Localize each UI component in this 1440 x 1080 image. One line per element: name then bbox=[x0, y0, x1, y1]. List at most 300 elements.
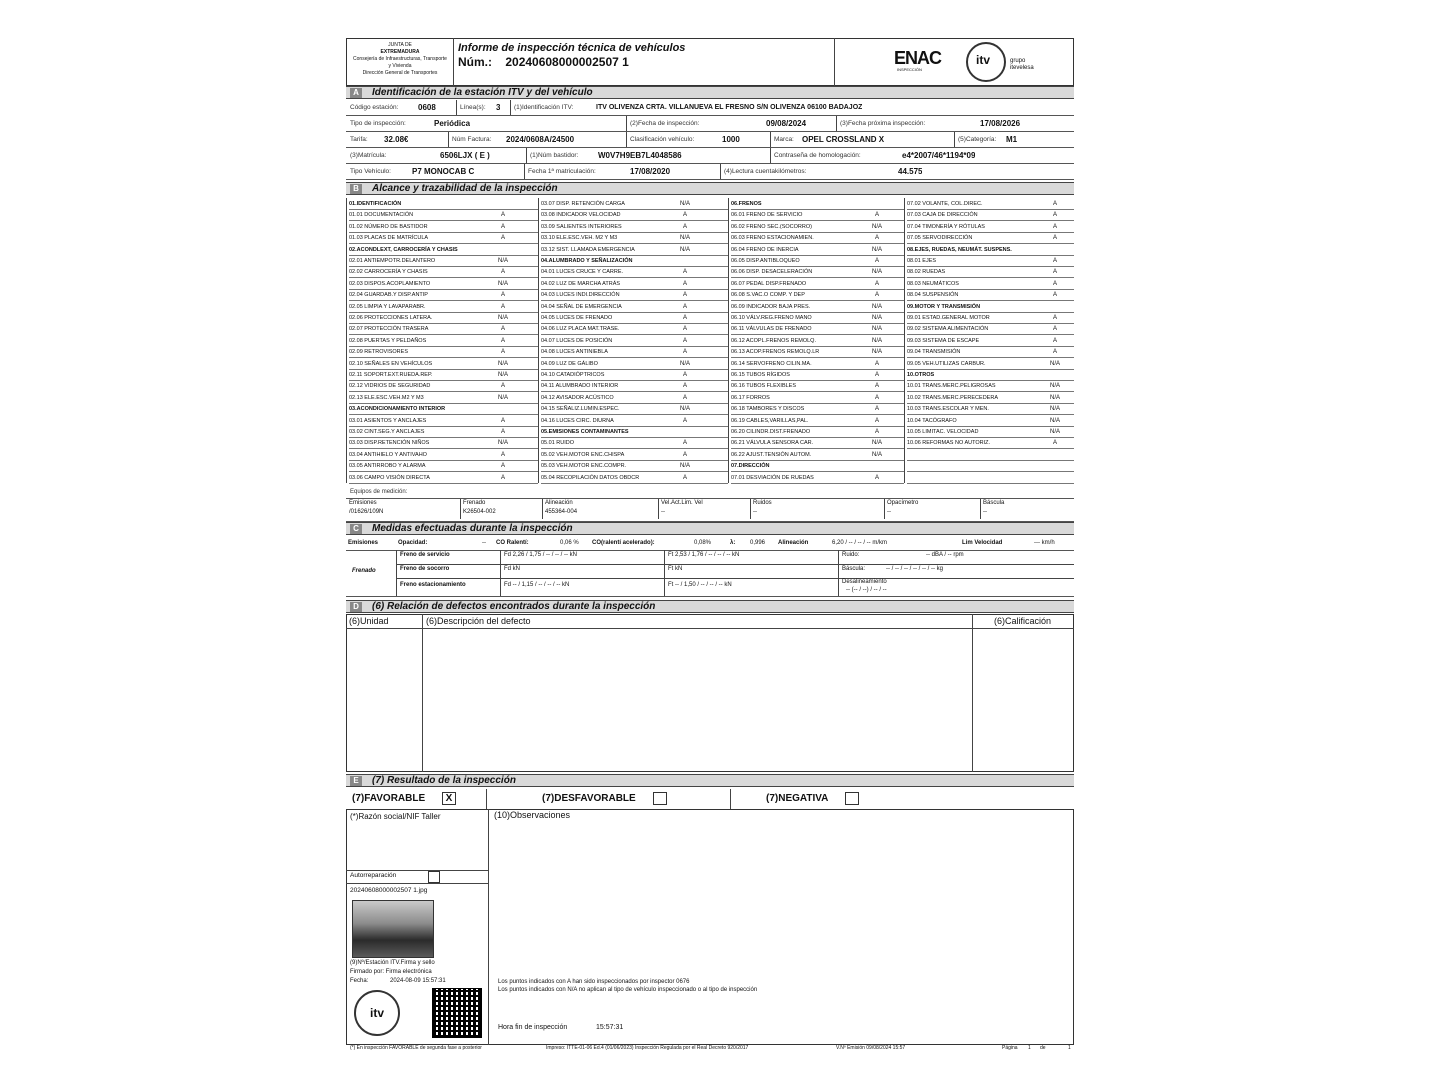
page-of: de bbox=[1040, 1045, 1046, 1051]
favorable-label: (7)FAVORABLE bbox=[352, 793, 426, 805]
scope-item-result: A bbox=[1052, 258, 1057, 264]
firma-line-1: (9)Nº/Estación ITV.Firma y sello bbox=[350, 960, 435, 966]
scope-item: 04.16 LUCES CIRC. DIURNA bbox=[541, 415, 728, 427]
equip-label: Frenado bbox=[463, 500, 486, 506]
equip-value: -- bbox=[661, 509, 665, 515]
scope-item-result: N/A bbox=[679, 201, 690, 207]
scope-item: 02.04 GUARDAB.Y DISP.ANTIP bbox=[349, 289, 538, 301]
scope-item: 06.10 VÁLV.REG.FRENO MANO bbox=[731, 312, 904, 324]
scope-item-result: N/A bbox=[871, 337, 882, 344]
equip-value: /01626/109N bbox=[349, 509, 384, 515]
report-title: Informe de inspección técnica de vehículos bbox=[458, 42, 686, 54]
grid-divider bbox=[728, 198, 729, 483]
scope-item: 02.07 PROTECCIÓN TRASERA bbox=[349, 323, 538, 335]
org-line: Consejería de Infraestructuras, Transporte bbox=[353, 56, 447, 62]
scope-item: 02.ACONDLEXT, CARROCERÍA Y CHASIS bbox=[349, 244, 538, 256]
scope-item-result: A bbox=[682, 349, 687, 356]
equip-divider bbox=[460, 499, 461, 519]
page-number: 1 bbox=[1028, 1045, 1031, 1051]
scope-item-result: A bbox=[500, 235, 505, 242]
emissions-row bbox=[346, 537, 1074, 551]
scope-item: 02.06 PROTECCIONES LATERA. bbox=[349, 312, 538, 324]
scope-item: 06.12 ACOPL.FRENOS REMOLQ. bbox=[731, 335, 904, 347]
scope-item-result: A bbox=[874, 212, 879, 219]
scope-item-result: A bbox=[874, 383, 879, 390]
scope-item: 01.02 NÚMERO DE BASTIDOR bbox=[349, 221, 538, 233]
scope-item-result: N/A bbox=[871, 349, 882, 356]
section-title: Identificación de la estación ITV y del vehículo bbox=[372, 87, 593, 98]
scope-item: 04.04 SEÑAL DE EMERGENCIA bbox=[541, 301, 728, 313]
scope-item-result bbox=[674, 255, 696, 267]
tarifa-value: 32.08€ bbox=[384, 135, 409, 144]
cuentakm-value: 44.575 bbox=[898, 167, 923, 176]
lambda-label: λ: bbox=[730, 540, 736, 546]
scope-item: 04.11 ALUMBRADO INTERIOR bbox=[541, 380, 728, 392]
scope-item-result: A bbox=[500, 326, 505, 333]
scope-item: 05.02 VEH.MOTOR ENC.CHISPA bbox=[541, 449, 728, 461]
favorable-checkbox[interactable]: X bbox=[442, 792, 456, 805]
equip-divider bbox=[980, 499, 981, 519]
scope-item-result: A bbox=[874, 280, 879, 287]
section-e-header bbox=[346, 774, 1074, 787]
scope-item: 10.02 TRANS.MERC.PERECEDERA bbox=[907, 392, 1074, 404]
scope-item-result: A bbox=[1052, 201, 1057, 207]
fecha-value: 2024-08-09 15:57:31 bbox=[390, 978, 446, 984]
station-row bbox=[346, 100, 1074, 116]
scope-item-result: A bbox=[682, 303, 687, 310]
scope-item-result bbox=[866, 198, 888, 210]
scope-item-result: N/A bbox=[497, 394, 508, 401]
scope-item: 02.12 VIDRIOS DE SEGURIDAD bbox=[349, 380, 538, 392]
matricula-value: 6506LJX ( E ) bbox=[440, 151, 490, 160]
scope-item: 06.07 PEDAL DISP.FRENADO bbox=[731, 278, 904, 290]
bastidor-label: (1)Núm bastidor: bbox=[530, 152, 579, 159]
scope-item: 03.03 DISP.RETENCIÓN NIÑOS bbox=[349, 437, 538, 449]
scope-item: 06.04 FRENO DE INERCIA bbox=[731, 244, 904, 256]
scope-item-result: N/A bbox=[497, 372, 508, 378]
freno-soc-t: Ft kN bbox=[668, 566, 683, 572]
categoria-label: (5)Categoría: bbox=[958, 136, 997, 143]
equip-label: Opacímetro bbox=[887, 500, 919, 506]
equip-divider bbox=[884, 499, 885, 519]
equip-divider bbox=[542, 499, 543, 519]
itv-group bbox=[1010, 58, 1034, 72]
scope-item-result: A bbox=[500, 417, 505, 424]
scope-item: 10.01 TRANS.MERC.PELIGROSAS bbox=[907, 380, 1074, 392]
alineacion-label: Alineación bbox=[778, 540, 809, 546]
equip-value: -- bbox=[887, 509, 891, 515]
scope-item: 09.03 SISTEMA DE ESCAPE bbox=[907, 335, 1074, 347]
scope-item: 08.EJES, RUEDAS, NEUMÁT. SUSPENS. bbox=[907, 244, 1074, 256]
scope-item: 06.11 VÁLVULAS DE FRENADO bbox=[731, 323, 904, 335]
scope-item-result: A bbox=[874, 406, 879, 413]
section-a-header bbox=[346, 86, 1074, 99]
scope-item: 04.01 LUCES CRUCE Y CARRE. bbox=[541, 266, 728, 278]
grid-divider bbox=[346, 198, 347, 483]
scope-item-result: A bbox=[1052, 269, 1057, 276]
lim-vel-label: Lim Velocidad bbox=[962, 540, 1003, 546]
favorable-option[interactable] bbox=[352, 792, 456, 805]
scope-item: 04.06 LUZ PLACA MAT.TRASE. bbox=[541, 323, 728, 335]
section-c-header bbox=[346, 522, 1074, 535]
scope-item: 09.04 TRANSMISIÓN bbox=[907, 346, 1074, 358]
scope-item: 10.06 REFORMAS NO AUTORIZ. bbox=[907, 437, 1074, 449]
scope-item-result: A bbox=[500, 383, 505, 390]
section-letter: D bbox=[350, 602, 362, 612]
defects-table bbox=[346, 614, 1074, 772]
scope-item: 01.IDENTIFICACIÓN bbox=[349, 198, 538, 210]
equip-value: -- bbox=[753, 509, 757, 515]
negativa-option[interactable] bbox=[766, 792, 859, 805]
scope-item: 05.EMISIONES CONTAMINANTES bbox=[541, 426, 728, 438]
desfavorable-label: (7)DESFAVORABLE bbox=[542, 793, 636, 805]
scope-item-result: A bbox=[500, 349, 505, 356]
scope-item-result: A bbox=[1052, 337, 1057, 344]
scope-item: 02.08 PUERTAS Y PELDAÑOS bbox=[349, 335, 538, 347]
lambda-value: 0,996 bbox=[750, 540, 766, 546]
bascula-label: Báscula: bbox=[842, 566, 866, 572]
scope-item: 06.FRENOS bbox=[731, 198, 904, 210]
inspection-row bbox=[346, 116, 1074, 132]
opacidad-value: -- bbox=[482, 540, 486, 546]
scope-item: 09.02 SISTEMA ALIMENTACIÓN bbox=[907, 323, 1074, 335]
scope-item-result bbox=[492, 244, 514, 256]
opacidad-label: Opacidad: bbox=[398, 540, 428, 546]
scope-item-result: A bbox=[874, 292, 879, 299]
scope-item-result: A bbox=[682, 474, 687, 481]
report-header bbox=[346, 38, 1074, 86]
scope-item-result: A bbox=[874, 372, 879, 378]
scope-item-result: A bbox=[1052, 292, 1057, 299]
co-acel-value: 0,08% bbox=[694, 540, 712, 546]
homolog-value: e4*2007/46*1194*09 bbox=[902, 151, 976, 160]
scope-item: 08.01 EJES bbox=[907, 255, 1074, 267]
linea-value: 3 bbox=[496, 103, 501, 112]
scope-item: 10.03 TRANS.ESCOLAR Y MEN. bbox=[907, 403, 1074, 415]
scope-item-result: N/A bbox=[1049, 429, 1060, 435]
scope-item-result: A bbox=[500, 292, 505, 299]
org-block bbox=[350, 42, 450, 77]
scope-item: 04.12 AVISADOR ACÚSTICO bbox=[541, 392, 728, 404]
scope-item-result: N/A bbox=[1049, 383, 1060, 390]
lim-vel-value: --- km/h bbox=[1034, 540, 1055, 546]
scope-item-result: N/A bbox=[1049, 406, 1060, 413]
brakes-block bbox=[346, 550, 1074, 597]
enac-subtitle: INSPECCIÓN bbox=[897, 67, 922, 72]
scope-item: 03.09 SALIENTES INTERIORES bbox=[541, 221, 728, 233]
clasif-label: Clasificación vehículo: bbox=[630, 136, 695, 143]
scope-item-result: N/A bbox=[1049, 360, 1060, 367]
scope-item-result bbox=[492, 403, 514, 415]
fecha-label: Fecha: bbox=[350, 978, 369, 984]
scope-item: 07.02 VOLANTE, COL.DIREC. bbox=[907, 198, 1074, 210]
scope-item-result: A bbox=[1052, 315, 1057, 321]
scope-item-result: N/A bbox=[871, 269, 882, 276]
scope-item: 06.02 FRENO SEC.(SOCORRO) bbox=[731, 221, 904, 233]
scope-item: 06.08 S.VAC.O COMP. Y DEP bbox=[731, 289, 904, 301]
section-title: (6) Relación de defectos encontrados durante la inspección bbox=[372, 601, 656, 612]
itv-logo-text: itv bbox=[976, 53, 991, 67]
descripcion-header: (6)Descripción del defecto bbox=[426, 616, 531, 626]
scope-item-result: A bbox=[682, 394, 687, 401]
scope-item-result: N/A bbox=[871, 326, 882, 333]
scope-item: 10.05 LIMITAC. VELOCIDAD bbox=[907, 426, 1074, 438]
scope-item: 06.06 DISP. DESACELERACIÓN bbox=[731, 266, 904, 278]
freno-soc-label: Freno de socorro bbox=[400, 566, 450, 572]
freno-est-label: Freno estacionamiento bbox=[400, 582, 466, 588]
org-line: JUNTA DE bbox=[388, 42, 412, 48]
scope-item-result: A bbox=[874, 360, 879, 367]
scope-item: 06.14 SERVOFRENO CILIN.MA. bbox=[731, 358, 904, 370]
scope-item-result: A bbox=[682, 292, 687, 299]
scope-item-result: N/A bbox=[497, 440, 508, 447]
scope-item: 06.03 FRENO ESTACIONAMIEN. bbox=[731, 232, 904, 244]
scope-item-result: A bbox=[682, 417, 687, 424]
scope-item: 07.01 DESVIACIÓN DE RUEDAS bbox=[731, 472, 904, 484]
scope-item-result: A bbox=[1052, 280, 1057, 287]
itv-stamp-text: itv bbox=[369, 1006, 384, 1020]
freno-soc-d: Fd kN bbox=[504, 566, 521, 572]
page-label: Página bbox=[1002, 1045, 1018, 1051]
freno-serv-label: Freno de servicio bbox=[400, 552, 450, 558]
razon-social-label: (*)Razón social/NIF Taller bbox=[350, 812, 441, 821]
co-ralenti-value: 0,06 % bbox=[560, 540, 579, 546]
scope-item: 04.03 LUCES INDI.DIRECCIÓN bbox=[541, 289, 728, 301]
page-total: 1 bbox=[1068, 1045, 1071, 1051]
factura-value: 2024/0608A/24500 bbox=[506, 135, 575, 144]
scope-item: 04.08 LUCES ANTINIEBLA bbox=[541, 346, 728, 358]
section-letter: B bbox=[350, 184, 362, 194]
inspection-report bbox=[346, 38, 1074, 1060]
scope-item: 03.06 CAMPO VISIÓN DIRECTA bbox=[349, 472, 538, 484]
scope-item-result: N/A bbox=[871, 223, 882, 230]
clasif-value: 1000 bbox=[722, 135, 740, 144]
scope-item: 08.02 RUEDAS bbox=[907, 266, 1074, 278]
scope-item: 05.04 RECOPILACIÓN DATOS OBDCR bbox=[541, 472, 728, 484]
qr-code bbox=[432, 988, 482, 1038]
scope-item: 06.18 TAMBORES Y DISCOS bbox=[731, 403, 904, 415]
scope-item-result: N/A bbox=[871, 440, 882, 447]
scope-item-result: A bbox=[682, 269, 687, 276]
autorreparacion-checkbox[interactable] bbox=[428, 871, 440, 883]
scope-item-result: N/A bbox=[497, 258, 508, 264]
scope-item-result bbox=[1044, 369, 1066, 381]
unidad-header: (6)Unidad bbox=[349, 616, 389, 626]
scope-item-result: N/A bbox=[679, 360, 690, 367]
scope-item-result: A bbox=[874, 429, 879, 435]
fecha-prox-value: 17/08/2026 bbox=[980, 119, 1021, 128]
scope-item-result: A bbox=[500, 429, 505, 435]
scope-item-result: N/A bbox=[497, 280, 508, 287]
scope-item-result bbox=[1044, 244, 1066, 256]
desfavorable-checkbox[interactable] bbox=[653, 792, 667, 805]
scope-item: 09.MOTOR Y TRANSMISIÓN bbox=[907, 301, 1074, 313]
scope-item-result: N/A bbox=[497, 360, 508, 367]
scope-item: 07.DIRECCIÓN bbox=[731, 460, 904, 472]
alineacion-value: 6,20 / -- / -- / -- m/km bbox=[832, 540, 887, 546]
scope-item-result: N/A bbox=[1049, 394, 1060, 401]
scope-item-result: A bbox=[682, 337, 687, 344]
scope-item: 03.01 ASIENTOS Y ANCLAJES bbox=[349, 415, 538, 427]
scope-item: 02.11 SOPORT.EXT.RUEDA.REP. bbox=[349, 369, 538, 381]
org-line: Dirección General de Transportes bbox=[362, 70, 438, 76]
codigo-value: 0608 bbox=[418, 103, 436, 112]
ruido-value: -- dBA / -- rpm bbox=[926, 552, 964, 558]
scope-item: 04.05 LUCES DE FRENADO bbox=[541, 312, 728, 324]
scope-item: 06.05 DISP.ANTIBLOQUEO bbox=[731, 255, 904, 267]
report-number bbox=[458, 56, 629, 70]
scope-item-result bbox=[1044, 472, 1066, 484]
equip-label: Alineación bbox=[545, 500, 573, 506]
cuentakm-label: (4)Lectura cuentakilómetros: bbox=[724, 168, 807, 175]
scope-item: 10.04 TACÓGRAFO bbox=[907, 415, 1074, 427]
scope-item-result: A bbox=[682, 372, 687, 378]
section-title: Medidas efectuadas durante la inspección bbox=[372, 523, 573, 534]
scope-item-result: A bbox=[1052, 212, 1057, 219]
scope-item-result: A bbox=[682, 440, 687, 447]
scope-item: 06.09 INDICADOR BAJA PRES. bbox=[731, 301, 904, 313]
freno-est-d: Fd -- / 1,15 / -- / -- / -- kN bbox=[504, 582, 570, 588]
marca-value: OPEL CROSSLAND X bbox=[802, 135, 885, 144]
scope-item: 08.04 SUSPENSIÓN bbox=[907, 289, 1074, 301]
scope-item-result: A bbox=[500, 337, 505, 344]
matric-fecha-label: Fecha 1ª matriculación: bbox=[528, 168, 596, 175]
scope-item-result: A bbox=[874, 474, 879, 481]
scope-item: 06.19 CABLES,VARILLAS,PAL. bbox=[731, 415, 904, 427]
frenado-label: Frenado bbox=[352, 568, 376, 574]
scope-item-result: A bbox=[682, 326, 687, 333]
scope-item: 04.07 LUCES DE POSICIÓN bbox=[541, 335, 728, 347]
matricula-label: (3)Matrícula: bbox=[350, 152, 387, 159]
scope-item-result: N/A bbox=[1049, 417, 1060, 424]
scope-item: 04.15 SEÑALIZ.LUMIN.ESPEC. bbox=[541, 403, 728, 415]
scope-item-result: A bbox=[500, 463, 505, 470]
emisiones-label: Emisiones bbox=[348, 540, 379, 546]
fecha-insp-label: (2)Fecha de inspección: bbox=[630, 120, 700, 127]
opacimetro-value: -- (-- / --) / -- / -- bbox=[846, 587, 887, 593]
scope-item-result: N/A bbox=[871, 315, 882, 321]
footer-mid: Impreso: ITTE-01-06 Ed.4 (01/06/2023) Inspección Regulada por el Real Decreto 920/2017 bbox=[546, 1045, 749, 1051]
scope-item-result: N/A bbox=[679, 246, 690, 253]
ident-value: ITV OLIVENZA CRTA. VILLANUEVA EL FRESNO S/N OLIVENZA 06100 BADAJOZ bbox=[596, 104, 863, 111]
scope-item: 03.02 CINT.SEG.Y ANCLAJES bbox=[349, 426, 538, 438]
scope-item-result: A bbox=[1052, 326, 1057, 333]
fecha-prox-label: (3)Fecha próxima inspección: bbox=[840, 120, 926, 127]
scope-item-result bbox=[1044, 460, 1066, 472]
scope-item: 03.12 SIST. LLAMADA EMERGENCIA bbox=[541, 244, 728, 256]
scope-item-result: A bbox=[1052, 349, 1057, 356]
linea-label: Línea(s): bbox=[460, 104, 486, 111]
enac-logo: ENAC bbox=[894, 48, 942, 68]
footer-left: (*) En inspección FAVORABLE de segunda fase a posterior bbox=[350, 1045, 482, 1051]
matric-fecha-value: 17/08/2020 bbox=[630, 167, 671, 176]
categoria-value: M1 bbox=[1006, 135, 1018, 144]
negativa-checkbox[interactable] bbox=[845, 792, 859, 805]
negativa-label: (7)NEGATIVA bbox=[766, 793, 829, 805]
scope-item-result: N/A bbox=[497, 315, 508, 321]
scope-item: 10.OTROS bbox=[907, 369, 1074, 381]
scope-item: 09.05 VEH.UTILIZAS CARBUR. bbox=[907, 358, 1074, 370]
scope-item-result: N/A bbox=[871, 303, 882, 310]
equipment-row bbox=[346, 498, 1074, 522]
hora-label: Hora fin de inspección bbox=[498, 1024, 568, 1031]
org-line: y Vivienda bbox=[388, 63, 412, 69]
equip-divider bbox=[658, 499, 659, 519]
scope-item-result: A bbox=[1052, 440, 1057, 447]
section-b-header bbox=[346, 182, 1074, 195]
photo-filename: 20240608000002507 1.jpg bbox=[350, 887, 428, 894]
scope-item: 06.15 TUBOS RÍGIDOS bbox=[731, 369, 904, 381]
scope-item: 03.05 ANTIRROBO Y ALARMA bbox=[349, 460, 538, 472]
scope-item: 06.01 FRENO DE SERVICIO bbox=[731, 209, 904, 221]
homolog-label: Contraseña de homologación: bbox=[774, 152, 861, 159]
scope-item: 06.20 CILINDR.DIST.FRENADO bbox=[731, 426, 904, 438]
vehicle-id-row bbox=[346, 148, 1074, 164]
grid-divider bbox=[904, 198, 905, 483]
scope-item-result: N/A bbox=[871, 451, 882, 458]
equip-value: K26504-002 bbox=[463, 509, 496, 515]
scope-item: 06.22 AJUST.TENSIÓN AUTOM. bbox=[731, 449, 904, 461]
scope-item: 02.09 RETROVISORES bbox=[349, 346, 538, 358]
factura-label: Núm Factura: bbox=[452, 136, 492, 143]
footer-right: V.Nº Emisión 09/08/2024 15:57 bbox=[836, 1045, 906, 1051]
section-letter: A bbox=[350, 88, 362, 98]
itv-stamp bbox=[354, 990, 400, 1036]
desfavorable-option[interactable] bbox=[542, 792, 667, 805]
section-letter: E bbox=[350, 776, 362, 786]
scope-item: 01.03 PLACAS DE MATRÍCULA bbox=[349, 232, 538, 244]
scope-item: 07.03 CAJA DE DIRECCIÓN bbox=[907, 209, 1074, 221]
scope-item-result: A bbox=[874, 417, 879, 424]
scope-item: 06.21 VÁLVULA SENSORA CAR. bbox=[731, 437, 904, 449]
scope-item-result: A bbox=[500, 451, 505, 458]
scope-item: 02.01 ANTIEMPOTR.DELANTERO bbox=[349, 255, 538, 267]
scope-item: 07.04 TIMONERÍA Y RÓTULAS bbox=[907, 221, 1074, 233]
section-d-header bbox=[346, 600, 1074, 613]
ident-label: (1)Identificación ITV: bbox=[514, 104, 574, 111]
scope-item: 09.01 ESTAD.GENERAL MOTOR bbox=[907, 312, 1074, 324]
firma-line-2: Firmado por: Firma electrónica bbox=[350, 969, 432, 975]
equip-label: Equipos de medición: bbox=[350, 489, 408, 495]
result-row bbox=[346, 789, 1074, 810]
tipo-veh-value: P7 MONOCAB C bbox=[412, 167, 475, 176]
scope-item-result: N/A bbox=[679, 235, 690, 242]
itv-group-line: grupo bbox=[1010, 58, 1026, 64]
scope-item: 08.03 NEUMÁTICOS bbox=[907, 278, 1074, 290]
scope-item: 02.10 SEÑALES EN VEHÍCULOS bbox=[349, 358, 538, 370]
section-title: (7) Resultado de la inspección bbox=[372, 775, 516, 786]
scope-item: 06.13 ACOP.FRENOS REMOLQ.LR bbox=[731, 346, 904, 358]
scope-item: 03.10 ELE.ESC.VEH. M2 Y M3 bbox=[541, 232, 728, 244]
freno-est-t: Ft -- / 1,50 / -- / -- / -- kN bbox=[668, 582, 732, 588]
opacimetro-label: Desalineamiento bbox=[842, 579, 887, 585]
scope-item: 01.01 DOCUMENTACIÓN bbox=[349, 209, 538, 221]
scope-item: 04.ALUMBRADO Y SEÑALIZACIÓN bbox=[541, 255, 728, 267]
observaciones-label: (10)Observaciones bbox=[494, 810, 571, 820]
scope-item-result: N/A bbox=[679, 406, 690, 413]
scope-item-result: A bbox=[682, 223, 687, 230]
autorreparacion-label: Autorreparación bbox=[350, 872, 397, 879]
ruido-label: Ruido: bbox=[842, 552, 860, 558]
calificacion-header: (6)Calificación bbox=[994, 616, 1052, 626]
vehicle-type-row bbox=[346, 164, 1074, 180]
scope-item: 02.02 CARROCERÍA Y CHASIS bbox=[349, 266, 538, 278]
scope-item-result: N/A bbox=[679, 463, 690, 470]
report-number-label: Núm.: bbox=[458, 55, 492, 69]
scope-item-result: A bbox=[874, 394, 879, 401]
scope-item-result: A bbox=[682, 315, 687, 321]
scope-item: 06.16 TUBOS FLEXIBLES bbox=[731, 380, 904, 392]
